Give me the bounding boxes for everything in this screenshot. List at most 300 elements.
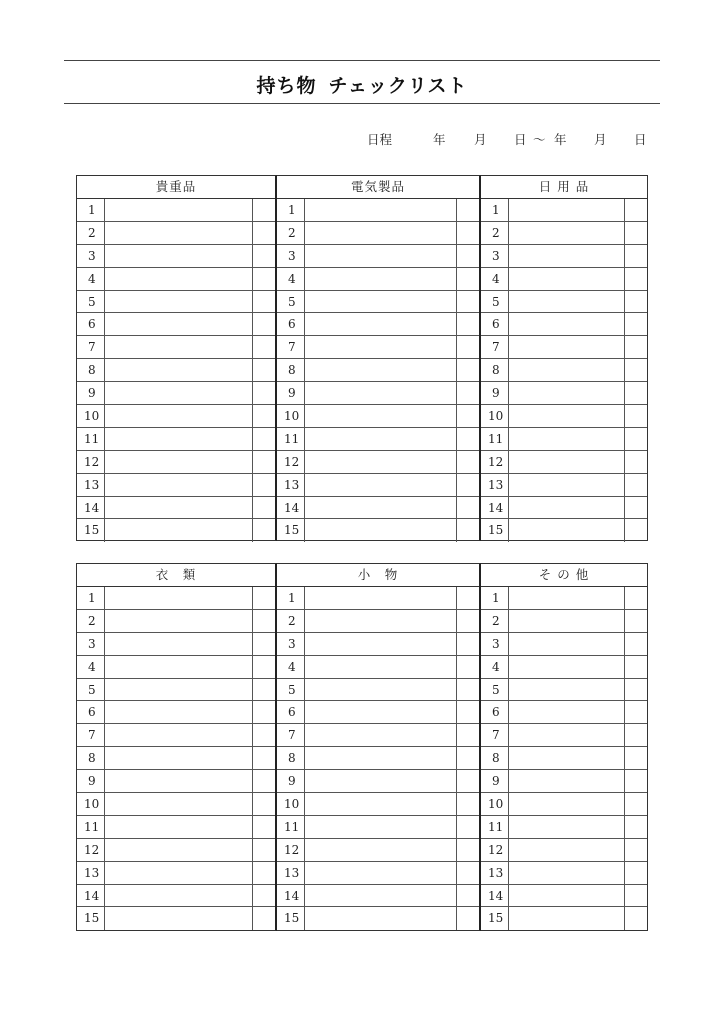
checklist-row — [77, 587, 275, 610]
item-field[interactable] — [509, 245, 625, 267]
checklist-row — [77, 313, 275, 336]
checklist-row — [481, 724, 647, 747]
item-field[interactable] — [105, 291, 253, 313]
item-field[interactable] — [105, 701, 253, 723]
check-box[interactable] — [457, 474, 479, 496]
checklist-row — [277, 724, 479, 747]
item-field[interactable] — [509, 336, 625, 358]
row-number: 14 — [277, 497, 305, 519]
check-box[interactable] — [253, 519, 275, 542]
item-field[interactable] — [305, 222, 457, 244]
check-box[interactable] — [625, 268, 647, 290]
check-box[interactable] — [457, 359, 479, 381]
check-box[interactable] — [457, 907, 479, 930]
item-field[interactable] — [305, 862, 457, 884]
check-box[interactable] — [253, 839, 275, 861]
item-field[interactable] — [105, 199, 253, 221]
column-clothing — [76, 563, 277, 931]
item-field[interactable] — [305, 770, 457, 792]
item-field[interactable] — [509, 451, 625, 473]
row-number: 11 — [77, 816, 105, 838]
check-box[interactable] — [457, 839, 479, 861]
row-number: 1 — [77, 199, 105, 221]
item-field[interactable] — [305, 724, 457, 746]
check-box[interactable] — [253, 701, 275, 723]
checklist-row — [277, 336, 479, 359]
rows — [77, 199, 275, 542]
check-box[interactable] — [457, 587, 479, 609]
checklist-row — [481, 428, 647, 451]
check-box[interactable] — [625, 451, 647, 473]
checklist-row — [77, 291, 275, 314]
checklist-row — [481, 474, 647, 497]
item-field[interactable] — [305, 793, 457, 815]
check-box[interactable] — [625, 907, 647, 930]
checklist-row — [277, 474, 479, 497]
check-box[interactable] — [253, 313, 275, 335]
row-number: 9 — [481, 382, 509, 404]
check-box[interactable] — [457, 245, 479, 267]
item-field[interactable] — [105, 336, 253, 358]
item-field[interactable] — [105, 222, 253, 244]
check-box[interactable] — [625, 336, 647, 358]
checklist-row — [481, 885, 647, 908]
check-box[interactable] — [625, 816, 647, 838]
item-field[interactable] — [105, 907, 253, 930]
row-number: 3 — [77, 633, 105, 655]
item-field[interactable] — [305, 679, 457, 701]
check-box[interactable] — [625, 428, 647, 450]
item-field[interactable] — [509, 268, 625, 290]
checklist-row — [277, 359, 479, 382]
rows — [77, 587, 275, 930]
item-field[interactable] — [509, 907, 625, 930]
checklist-row — [481, 656, 647, 679]
item-field[interactable] — [105, 633, 253, 655]
check-box[interactable] — [625, 359, 647, 381]
check-box[interactable] — [625, 245, 647, 267]
item-field[interactable] — [305, 497, 457, 519]
item-field[interactable] — [105, 656, 253, 678]
row-number: 8 — [481, 359, 509, 381]
item-field[interactable] — [105, 428, 253, 450]
row-number: 8 — [77, 747, 105, 769]
item-field[interactable] — [509, 770, 625, 792]
checklist-row — [77, 245, 275, 268]
check-box[interactable] — [253, 793, 275, 815]
check-box[interactable] — [625, 862, 647, 884]
checklist-row — [77, 679, 275, 702]
check-box[interactable] — [253, 474, 275, 496]
item-field[interactable] — [305, 359, 457, 381]
item-field[interactable] — [105, 724, 253, 746]
checklist-row — [277, 770, 479, 793]
check-box[interactable] — [457, 451, 479, 473]
top-rule — [64, 60, 660, 61]
item-field[interactable] — [509, 793, 625, 815]
row-number: 13 — [481, 862, 509, 884]
item-field[interactable] — [305, 268, 457, 290]
check-box[interactable] — [253, 724, 275, 746]
row-number: 12 — [481, 451, 509, 473]
row-number: 10 — [481, 793, 509, 815]
item-field[interactable] — [105, 770, 253, 792]
item-field[interactable] — [509, 428, 625, 450]
checklist-row — [277, 793, 479, 816]
item-field[interactable] — [305, 610, 457, 632]
item-field[interactable] — [509, 885, 625, 907]
item-field[interactable] — [509, 199, 625, 221]
checklist-row — [277, 701, 479, 724]
check-box[interactable] — [457, 199, 479, 221]
check-box[interactable] — [625, 839, 647, 861]
checklist-row — [481, 770, 647, 793]
item-field[interactable] — [105, 679, 253, 701]
check-box[interactable] — [625, 474, 647, 496]
check-box[interactable] — [625, 382, 647, 404]
item-field[interactable] — [509, 656, 625, 678]
item-field[interactable] — [509, 359, 625, 381]
row-number: 12 — [481, 839, 509, 861]
row-number: 13 — [277, 862, 305, 884]
check-box[interactable] — [625, 405, 647, 427]
check-box[interactable] — [457, 747, 479, 769]
item-field[interactable] — [305, 428, 457, 450]
item-field[interactable] — [305, 199, 457, 221]
check-box[interactable] — [625, 291, 647, 313]
row-number: 10 — [77, 405, 105, 427]
row-number: 7 — [77, 724, 105, 746]
check-box[interactable] — [253, 359, 275, 381]
checklist-row — [481, 862, 647, 885]
item-field[interactable] — [305, 451, 457, 473]
checklist-row — [77, 451, 275, 474]
row-number: 11 — [481, 428, 509, 450]
row-number: 3 — [277, 245, 305, 267]
item-field[interactable] — [105, 382, 253, 404]
check-box[interactable] — [253, 885, 275, 907]
check-box[interactable] — [457, 382, 479, 404]
row-number: 11 — [277, 428, 305, 450]
schedule-label: 日程 — [367, 132, 393, 147]
row-number: 3 — [277, 633, 305, 655]
row-number: 9 — [481, 770, 509, 792]
check-box[interactable] — [625, 770, 647, 792]
check-box[interactable] — [625, 222, 647, 244]
checklist-row — [481, 199, 647, 222]
row-number: 2 — [77, 222, 105, 244]
item-field[interactable] — [509, 839, 625, 861]
check-box[interactable] — [253, 907, 275, 930]
checklist-row — [481, 519, 647, 542]
item-field[interactable] — [305, 382, 457, 404]
check-box[interactable] — [253, 862, 275, 884]
item-field[interactable] — [509, 382, 625, 404]
checklist-row — [77, 519, 275, 542]
column-header: 衣 類 — [77, 564, 275, 587]
rows — [277, 587, 479, 930]
check-box[interactable] — [253, 679, 275, 701]
check-box[interactable] — [253, 382, 275, 404]
checklist-row — [481, 793, 647, 816]
checklist-row — [277, 587, 479, 610]
check-box[interactable] — [457, 291, 479, 313]
column-electronics — [277, 175, 481, 541]
item-field[interactable] — [509, 701, 625, 723]
checklist-row — [481, 382, 647, 405]
row-number: 3 — [77, 245, 105, 267]
row-number: 4 — [77, 268, 105, 290]
checklist-row — [77, 268, 275, 291]
item-field[interactable] — [509, 633, 625, 655]
row-number: 2 — [481, 610, 509, 632]
check-box[interactable] — [625, 701, 647, 723]
check-box[interactable] — [253, 747, 275, 769]
checklist-row — [277, 405, 479, 428]
item-field[interactable] — [105, 313, 253, 335]
item-field[interactable] — [509, 222, 625, 244]
item-field[interactable] — [509, 519, 625, 542]
item-field[interactable] — [105, 474, 253, 496]
item-field[interactable] — [305, 519, 457, 542]
item-field[interactable] — [305, 816, 457, 838]
check-box[interactable] — [457, 222, 479, 244]
check-box[interactable] — [625, 885, 647, 907]
column-valuables — [76, 175, 277, 541]
row-number: 14 — [481, 885, 509, 907]
check-box[interactable] — [253, 336, 275, 358]
check-box[interactable] — [253, 451, 275, 473]
row-number: 13 — [277, 474, 305, 496]
check-box[interactable] — [457, 656, 479, 678]
schedule-month-1: 月 — [474, 132, 487, 147]
check-box[interactable] — [253, 587, 275, 609]
check-box[interactable] — [253, 222, 275, 244]
checklist-row — [277, 519, 479, 542]
checklist-row — [277, 862, 479, 885]
check-box[interactable] — [625, 610, 647, 632]
checklist-row — [277, 291, 479, 314]
row-number: 11 — [481, 816, 509, 838]
check-box[interactable] — [625, 199, 647, 221]
check-box[interactable] — [253, 497, 275, 519]
check-box[interactable] — [457, 610, 479, 632]
checklist-row — [481, 816, 647, 839]
item-field[interactable] — [305, 587, 457, 609]
row-number: 15 — [77, 519, 105, 542]
item-field[interactable] — [105, 610, 253, 632]
item-field[interactable] — [305, 747, 457, 769]
check-box[interactable] — [253, 428, 275, 450]
item-field[interactable] — [105, 268, 253, 290]
item-field[interactable] — [105, 245, 253, 267]
checklist-row — [77, 359, 275, 382]
check-box[interactable] — [457, 816, 479, 838]
checklist-row — [481, 336, 647, 359]
column-daily-goods — [481, 175, 648, 541]
item-field[interactable] — [509, 724, 625, 746]
check-box[interactable] — [457, 770, 479, 792]
row-number: 6 — [77, 313, 105, 335]
row-number: 9 — [277, 382, 305, 404]
item-field[interactable] — [305, 405, 457, 427]
item-field[interactable] — [509, 291, 625, 313]
checklist-row — [277, 679, 479, 702]
row-number: 15 — [277, 519, 305, 542]
item-field[interactable] — [509, 405, 625, 427]
check-box[interactable] — [625, 519, 647, 542]
check-box[interactable] — [253, 633, 275, 655]
row-number: 13 — [481, 474, 509, 496]
item-field[interactable] — [105, 405, 253, 427]
row-number: 2 — [277, 222, 305, 244]
item-field[interactable] — [509, 474, 625, 496]
check-box[interactable] — [457, 633, 479, 655]
check-box[interactable] — [457, 519, 479, 542]
check-box[interactable] — [457, 793, 479, 815]
row-number: 13 — [77, 862, 105, 884]
item-field[interactable] — [305, 245, 457, 267]
item-field[interactable] — [305, 885, 457, 907]
row-number: 10 — [277, 793, 305, 815]
check-box[interactable] — [625, 679, 647, 701]
item-field[interactable] — [305, 474, 457, 496]
checklist-row — [277, 816, 479, 839]
row-number: 1 — [277, 199, 305, 221]
check-box[interactable] — [625, 633, 647, 655]
check-box[interactable] — [457, 405, 479, 427]
item-field[interactable] — [509, 497, 625, 519]
item-field[interactable] — [509, 862, 625, 884]
check-box[interactable] — [253, 770, 275, 792]
row-number: 5 — [277, 291, 305, 313]
item-field[interactable] — [509, 747, 625, 769]
checklist-row — [77, 428, 275, 451]
check-box[interactable] — [625, 747, 647, 769]
checklist-row — [481, 245, 647, 268]
row-number: 13 — [77, 474, 105, 496]
checklist-row — [77, 497, 275, 520]
column-header: 小 物 — [277, 564, 479, 587]
check-box[interactable] — [253, 245, 275, 267]
checklist-row — [481, 268, 647, 291]
row-number: 1 — [481, 587, 509, 609]
checklist-row — [77, 336, 275, 359]
checklist-row — [77, 907, 275, 930]
check-box[interactable] — [457, 268, 479, 290]
row-number: 1 — [77, 587, 105, 609]
row-number: 7 — [277, 336, 305, 358]
check-box[interactable] — [253, 291, 275, 313]
check-box[interactable] — [457, 428, 479, 450]
row-number: 12 — [77, 451, 105, 473]
item-field[interactable] — [305, 313, 457, 335]
checklist-row — [77, 724, 275, 747]
check-box[interactable] — [457, 885, 479, 907]
item-field[interactable] — [305, 701, 457, 723]
row-number: 10 — [77, 793, 105, 815]
check-box[interactable] — [457, 313, 479, 335]
check-box[interactable] — [253, 405, 275, 427]
check-box[interactable] — [625, 724, 647, 746]
schedule-line — [367, 130, 657, 148]
schedule-year-1: 年 — [433, 132, 446, 147]
item-field[interactable] — [105, 519, 253, 542]
check-box[interactable] — [625, 656, 647, 678]
check-box[interactable] — [625, 497, 647, 519]
check-box[interactable] — [625, 313, 647, 335]
check-box[interactable] — [457, 862, 479, 884]
item-field[interactable] — [305, 907, 457, 930]
check-box[interactable] — [253, 199, 275, 221]
item-field[interactable] — [105, 862, 253, 884]
check-box[interactable] — [253, 816, 275, 838]
item-field[interactable] — [105, 451, 253, 473]
row-number: 10 — [277, 405, 305, 427]
row-number: 8 — [277, 747, 305, 769]
checklist-row — [77, 770, 275, 793]
check-box[interactable] — [457, 701, 479, 723]
checklist-row — [77, 885, 275, 908]
row-number: 3 — [481, 245, 509, 267]
item-field[interactable] — [105, 587, 253, 609]
check-box[interactable] — [253, 656, 275, 678]
row-number: 7 — [481, 724, 509, 746]
item-field[interactable] — [509, 679, 625, 701]
item-field[interactable] — [509, 313, 625, 335]
column-header: 日 用 品 — [481, 176, 647, 199]
row-number: 7 — [77, 336, 105, 358]
checklist-row — [481, 359, 647, 382]
row-number: 14 — [481, 497, 509, 519]
check-box[interactable] — [457, 497, 479, 519]
item-field[interactable] — [105, 885, 253, 907]
item-field[interactable] — [105, 816, 253, 838]
check-box[interactable] — [457, 679, 479, 701]
check-box[interactable] — [457, 336, 479, 358]
row-number: 8 — [77, 359, 105, 381]
item-field[interactable] — [509, 816, 625, 838]
item-field[interactable] — [305, 656, 457, 678]
checklist-row — [277, 656, 479, 679]
check-box[interactable] — [253, 268, 275, 290]
item-field[interactable] — [105, 839, 253, 861]
row-number: 2 — [277, 610, 305, 632]
item-field[interactable] — [305, 633, 457, 655]
check-box[interactable] — [625, 793, 647, 815]
row-number: 7 — [481, 336, 509, 358]
item-field[interactable] — [105, 497, 253, 519]
row-number: 6 — [277, 313, 305, 335]
row-number: 2 — [77, 610, 105, 632]
checklist-row — [481, 839, 647, 862]
item-field[interactable] — [105, 747, 253, 769]
checklist-row — [481, 610, 647, 633]
item-field[interactable] — [509, 587, 625, 609]
rows — [481, 587, 647, 930]
item-field[interactable] — [305, 336, 457, 358]
item-field[interactable] — [509, 610, 625, 632]
check-box[interactable] — [625, 587, 647, 609]
row-number: 14 — [77, 497, 105, 519]
checklist-row — [77, 656, 275, 679]
item-field[interactable] — [305, 839, 457, 861]
item-field[interactable] — [305, 291, 457, 313]
item-field[interactable] — [105, 793, 253, 815]
check-box[interactable] — [457, 724, 479, 746]
check-box[interactable] — [253, 610, 275, 632]
item-field[interactable] — [105, 359, 253, 381]
